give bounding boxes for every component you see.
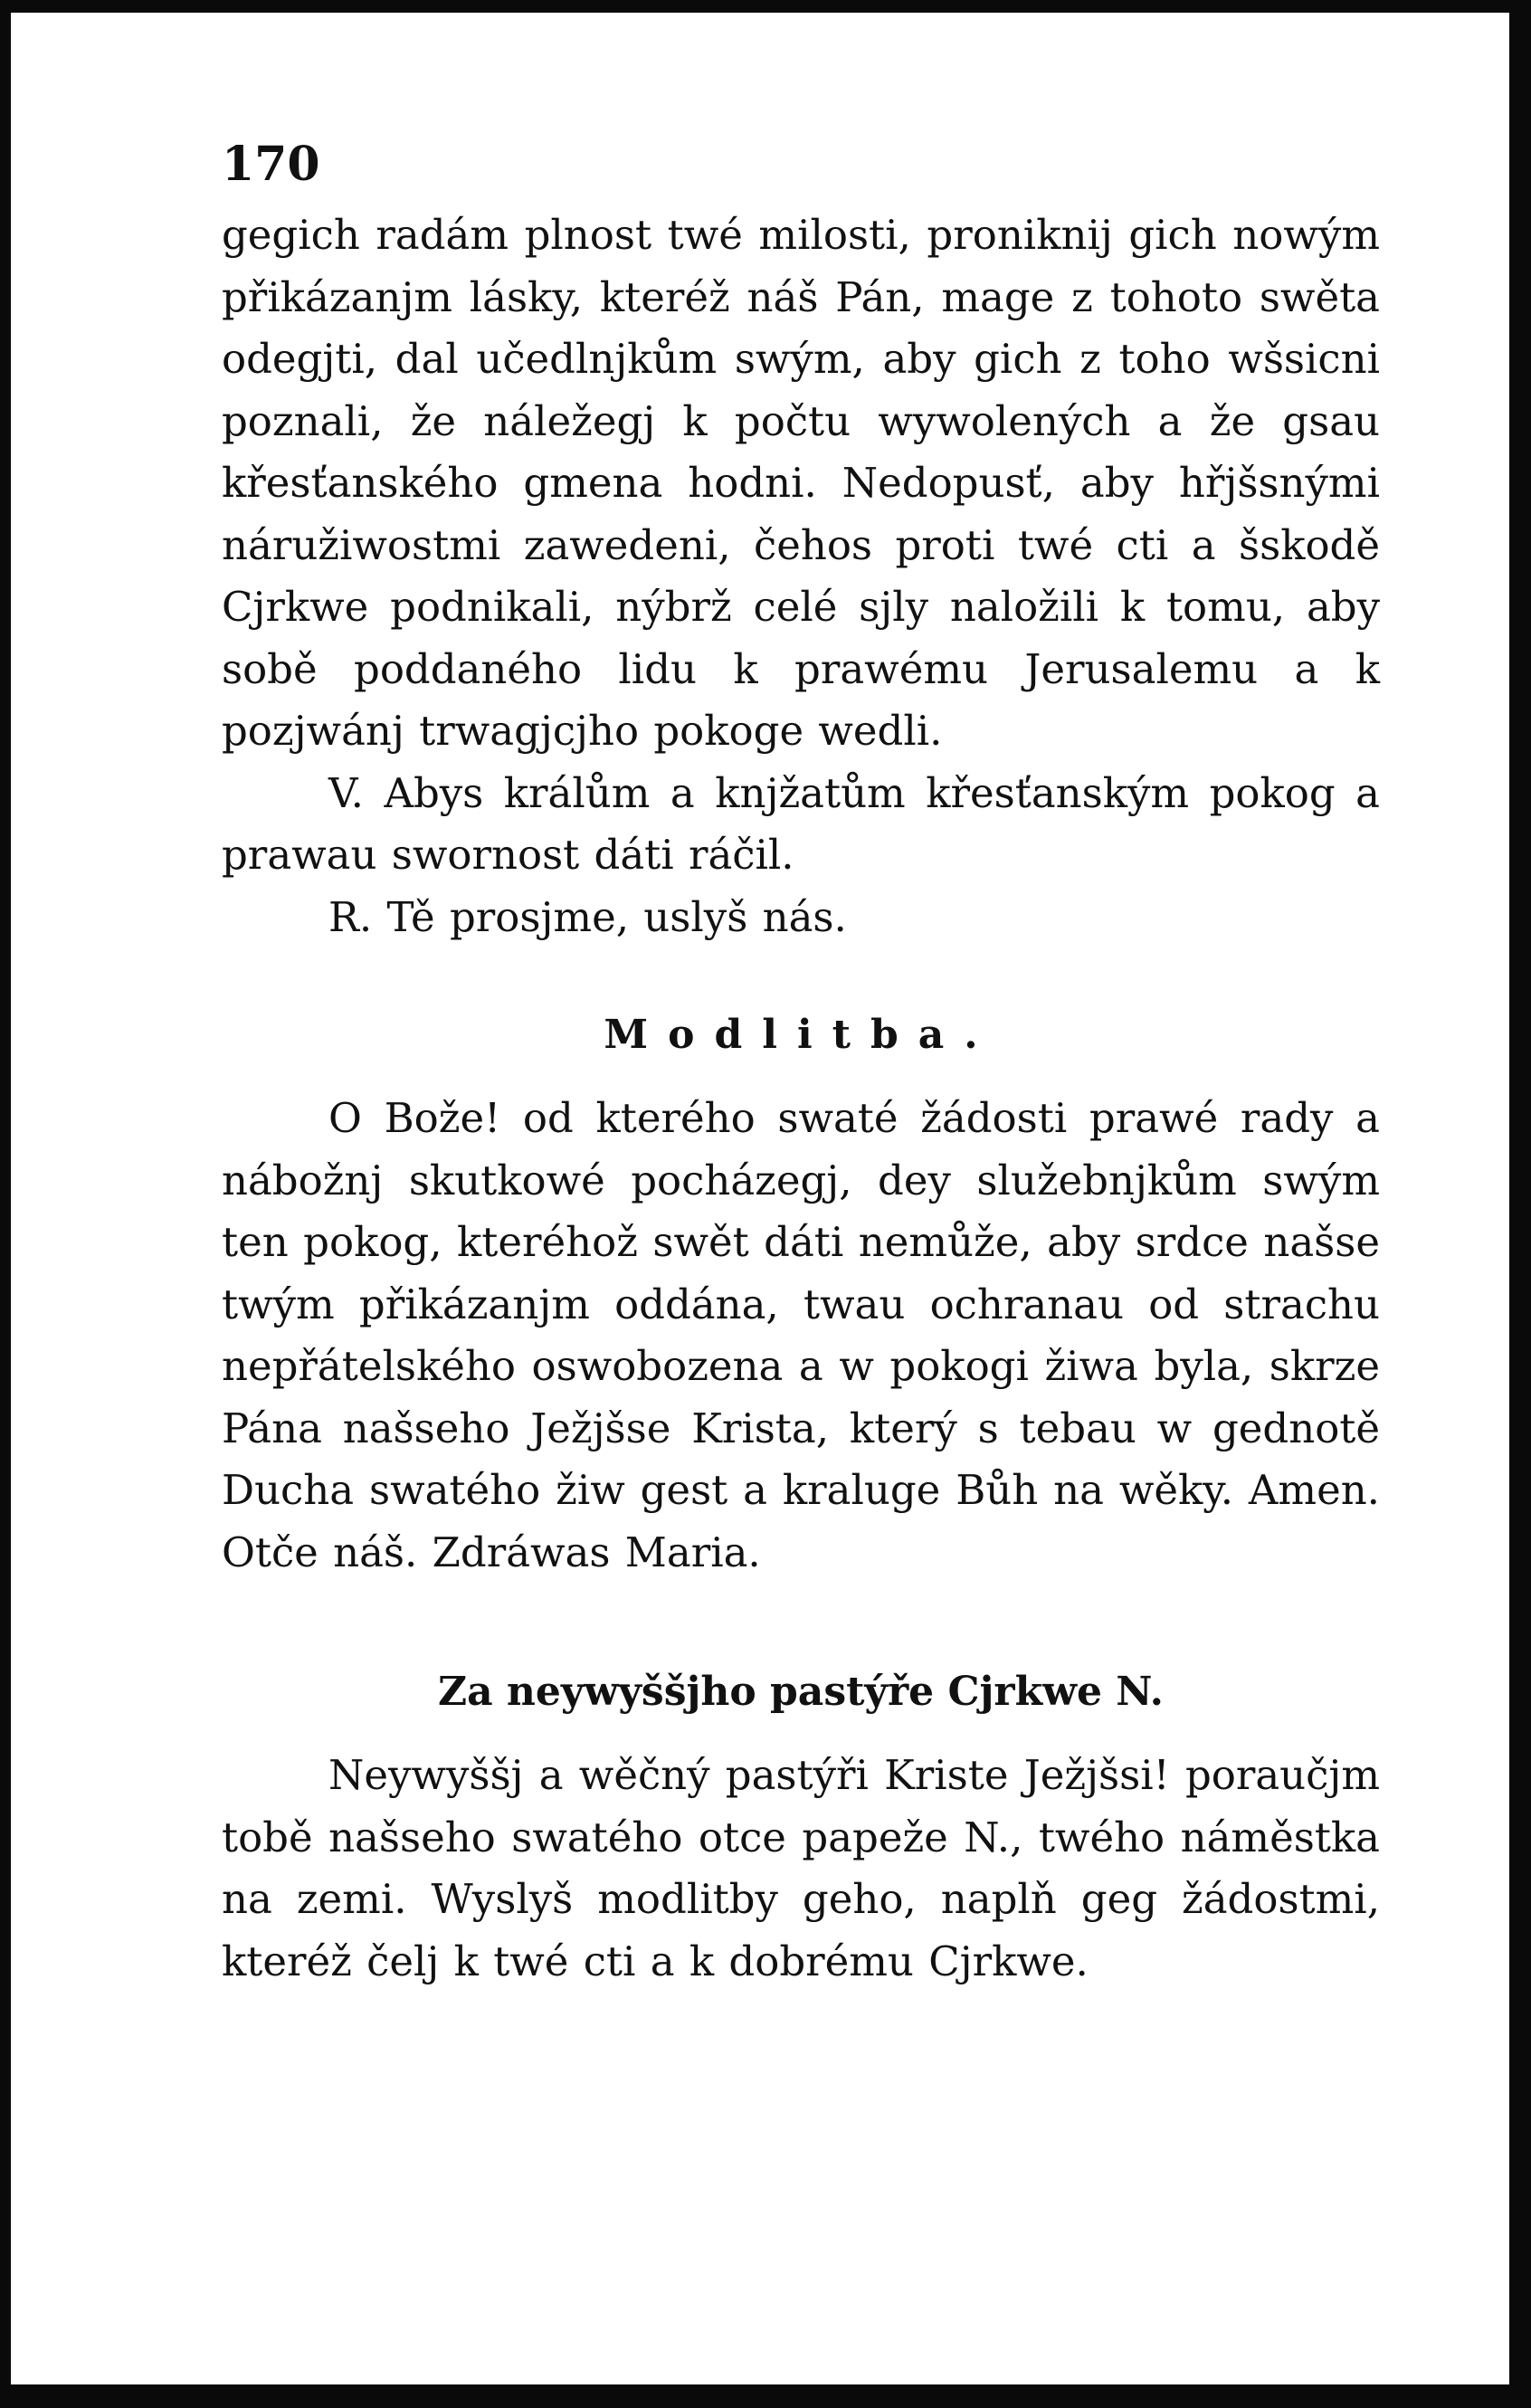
paragraph-continuation: gegich radám plnost twé milosti, proniknij gich nowým přikázanjm lásky, kteréž náš Pán, mage z tohoto swěta odegjti, dal učedlnjkům swým, aby gich z toho wšsicni poznali, že náležegj k počtu wywolených a že gsau křesťanského gmena hodni. Nedopusť, aby hřjšsnými náružiwostmi zawedeni, čehos proti twé cti a šskodě Cjrkwe podnikali, nýbrž celé sjly naložili k tomu, aby sobě poddaného lidu k prawému Jerusalemu a k pozjwánj trwagjcjho pokoge wedli. bbox=[222, 211, 1380, 755]
pastor-prayer-paragraph: Neywyššj a wěčný pastýři Kriste Ježjšsi! poraučjm tobě našseho swatého otce papeže N., twého náměstka na zemi. Wyslyš modlitby geho, naplň geg žádostmi, kteréž čelj k twé cti a k dobrému Cjrkwe. bbox=[222, 1751, 1380, 1985]
page-content bbox=[222, 136, 1380, 1993]
page-number: 170 bbox=[222, 137, 320, 192]
section-title-pastyre: Za neywyššjho pastýře Cjrkwe N. bbox=[437, 1669, 1164, 1715]
versicle: V. Abys králům a knjžatům křesťanským pokog a prawau swornost dáti ráčil. bbox=[222, 768, 1380, 879]
prayer-paragraph: O Bože! od kterého swaté žádosti prawé rady a nábožnj skutkowé pocházegj, dey služebnjkům swým ten pokog, kteréhož swět dáti nemůže, aby srdce našse twým přikázanjm oddána, twau ochranau od strachu nepřátelského oswobozena a w pokogi žiwa byla, skrze Pána našseho Ježjšse Krista, který s tebau w gednotě Ducha swatého žiw gest a kraluge Bůh na wěky. Amen. Otče náš. Zdráwas Maria. bbox=[222, 1094, 1380, 1576]
section-title-modlitba: Modlitba. bbox=[604, 1012, 998, 1058]
response: R. Tě prosjme, uslyš nás. bbox=[328, 892, 847, 941]
